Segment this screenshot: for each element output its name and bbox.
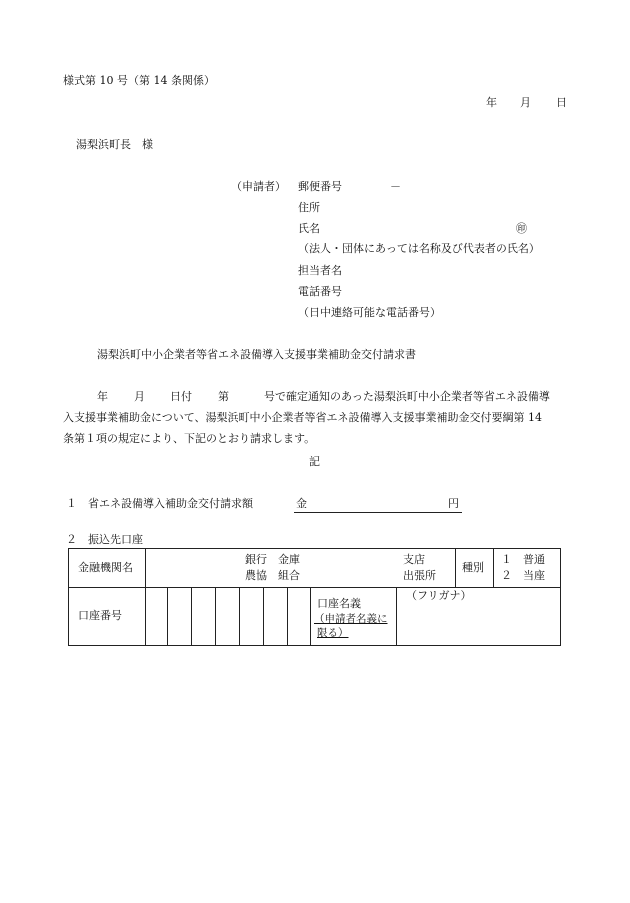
postal-code-dash: － (390, 180, 401, 193)
body-no: 第 (218, 390, 229, 403)
bank-types-top: 銀行 金庫 (245, 553, 300, 566)
date-day-label: 日 (556, 96, 567, 109)
addressee: 湯梨浜町長 様 (76, 138, 153, 151)
account-holder-note-2: 限る） (317, 627, 349, 639)
body-year: 年 (97, 390, 108, 403)
account-digit-divider (263, 587, 264, 645)
body-line1-text: 号で確定通知のあった湯梨浜町中小企業者等省エネ設備導 (264, 390, 550, 403)
account-digit-divider (287, 587, 288, 645)
table-col-divider (145, 549, 146, 645)
form-number: 様式第 10 号（第 14 条関係） (63, 74, 215, 87)
amount-kin: 金 (296, 497, 307, 510)
amount-yen: 円 (448, 497, 459, 510)
seal-mark: ㊞ (516, 222, 527, 235)
furigana-divider (396, 587, 397, 645)
kind-divider-left (455, 549, 456, 587)
item2-label: ２ 振込先口座 (66, 533, 143, 546)
branch-top: 支店 (403, 553, 425, 566)
account-digit-divider (191, 587, 192, 645)
account-digit-divider (167, 587, 168, 645)
applicant-label: （申請者） (231, 180, 286, 193)
body-line2: 入支援事業補助金について、湯梨浜町中小企業者等省エネ設備導入支援事業補助金交付要綱第 14 (63, 411, 543, 424)
corporate-note: （法人・団体にあっては名称及び代表者の氏名） (298, 242, 540, 255)
phone-label: 電話番号 (298, 285, 342, 298)
account-holder-divider (310, 587, 311, 645)
body-month: 月 (134, 390, 145, 403)
date-year-label: 年 (486, 96, 497, 109)
bank-types-bottom: 農協 組合 (245, 569, 300, 582)
name-label: 氏名 (298, 222, 320, 235)
document-title: 湯梨浜町中小企業者等省エネ設備導入支援事業補助金交付請求書 (97, 348, 416, 361)
bank-account-table (68, 548, 561, 646)
date-month-label: 月 (520, 96, 531, 109)
phone-note: （日中連絡可能な電話番号） (298, 306, 441, 319)
account-holder-note-1: （申請者名義に (314, 613, 388, 625)
account-digit-divider (239, 587, 240, 645)
amount-underline (294, 512, 462, 513)
account-digit-divider (215, 587, 216, 645)
ki-label: 記 (309, 455, 320, 468)
table-row-divider (69, 587, 560, 588)
account-holder-label: 口座名義 (317, 597, 361, 610)
kind-divider-right (493, 549, 494, 587)
contact-person-label: 担当者名 (298, 264, 342, 277)
postal-code-label: 郵便番号 (298, 180, 342, 193)
account-number-label: 口座番号 (78, 609, 122, 622)
kind-label: 種別 (462, 561, 484, 574)
bank-name-label: 金融機関名 (78, 561, 133, 574)
item1-label: １ 省エネ設備導入補助金交付請求額 (66, 497, 253, 510)
kind-option-ordinary: １ 普通 (501, 553, 545, 566)
furigana-label: （フリガナ） (406, 589, 472, 602)
kind-option-current: ２ 当座 (501, 569, 545, 582)
branch-bottom: 出張所 (403, 569, 436, 582)
address-label: 住所 (298, 201, 320, 214)
body-line3: 条第１項の規定により、下記のとおり請求します。 (63, 432, 316, 445)
body-day: 日付 (170, 390, 192, 403)
